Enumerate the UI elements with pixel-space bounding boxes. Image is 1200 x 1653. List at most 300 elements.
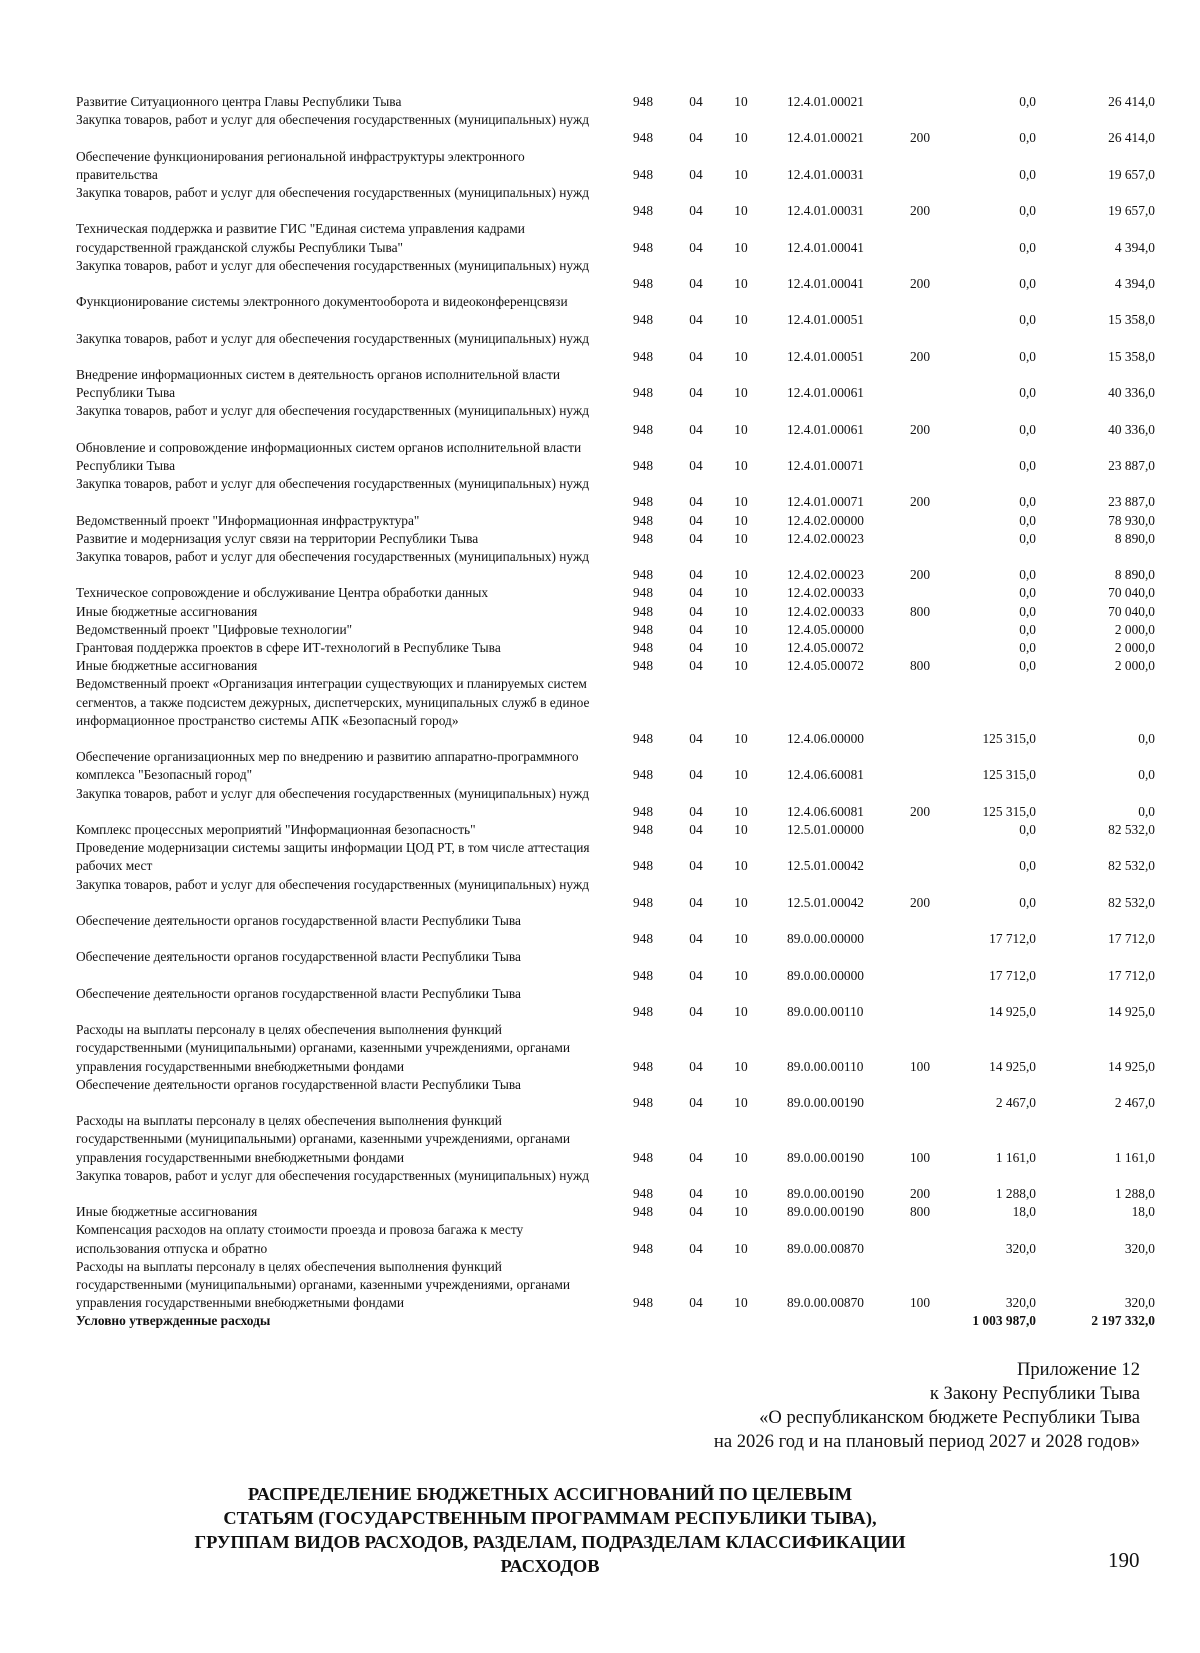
row-admin: 948 (632, 585, 654, 601)
row-admin: 948 (632, 894, 654, 910)
row-amount-2027: 0,0 (1019, 494, 1036, 510)
row-name: Закупка товаров, работ и услуг для обеспечения государственных (муниципальных) нужд (76, 876, 590, 892)
row-section: 04 (689, 730, 703, 746)
table-row (0, 148, 1200, 184)
row-target-article: 12.4.05.00000 (787, 621, 864, 637)
table-row (0, 402, 1200, 438)
row-amount-2028: 0,0 (1138, 730, 1155, 746)
row-admin: 948 (632, 203, 654, 219)
row-amount-2028: 14 925,0 (1108, 1058, 1155, 1074)
row-section: 04 (689, 585, 703, 601)
row-amount-2028: 15 358,0 (1108, 312, 1155, 328)
row-name: Закупка товаров, работ и услуг для обеспечения государственных (муниципальных) нужд (76, 785, 590, 801)
row-section: 04 (689, 166, 703, 182)
row-name: Ведомственный проект «Организация интеграции существующих и планируемых систем сегментов, а также подсистем дежурных, диспетчерских, муниципальных служб в единое информационное пространство системы АПК «Безопасный город» (76, 676, 590, 728)
row-target-article: 12.4.06.60081 (787, 803, 864, 819)
row-subsection: 10 (734, 312, 748, 328)
row-name: Проведение модернизации системы защиты информации ЦОД РТ, в том числе аттестация рабочих мест (76, 840, 590, 874)
row-target-article: 89.0.00.00190 (787, 1204, 864, 1220)
row-amount-2027: 125 315,0 (982, 730, 1036, 746)
table-row (0, 603, 1200, 621)
row-target-article: 12.4.01.00061 (787, 421, 864, 437)
row-name: Расходы на выплаты персоналу в целях обеспечения выполнения функций государственными (муниципальными) органами, казенными учреждениями, органами управления государственными внебюджетными фондами (76, 1113, 571, 1165)
table-row (0, 621, 1200, 639)
row-amount-2027: 0,0 (1019, 166, 1036, 182)
row-section: 04 (689, 621, 703, 637)
row-amount-2028: 4 394,0 (1114, 239, 1155, 255)
row-subsection: 10 (734, 767, 748, 783)
row-subsection: 10 (734, 1295, 748, 1311)
row-admin: 948 (632, 1058, 654, 1074)
row-amount-2028: 82 532,0 (1108, 858, 1155, 874)
row-target-article: 12.5.01.00042 (787, 894, 864, 910)
row-section: 04 (689, 385, 703, 401)
row-section: 04 (689, 967, 703, 983)
row-amount-2028: 18,0 (1131, 1204, 1155, 1220)
row-name: Условно утвержденные расходы (76, 1313, 271, 1329)
row-admin: 948 (632, 457, 654, 473)
row-subsection: 10 (734, 530, 748, 546)
row-amount-2028: 320,0 (1124, 1295, 1155, 1311)
row-target-article: 12.4.01.00071 (787, 457, 864, 473)
row-amount-2028: 8 890,0 (1114, 530, 1155, 546)
row-amount-2027: 0,0 (1019, 567, 1036, 583)
table-row (0, 1221, 1200, 1257)
row-section: 04 (689, 530, 703, 546)
row-target-article: 89.0.00.00870 (787, 1295, 864, 1311)
title-line-2: СТАТЬЯМ (ГОСУДАРСТВЕННЫМ ПРОГРАММАМ РЕСПУБЛИКИ ТЫВА), (223, 1508, 877, 1528)
row-amount-2027: 0,0 (1019, 239, 1036, 255)
row-expense-type: 200 (909, 421, 931, 437)
table-row (0, 93, 1200, 111)
table-row (0, 876, 1200, 912)
row-amount-2028: 2 000,0 (1114, 640, 1155, 655)
row-target-article: 12.4.01.00061 (787, 385, 864, 401)
table-row (0, 184, 1200, 220)
row-subsection: 10 (734, 567, 748, 583)
table-row (0, 1021, 1200, 1076)
table-row (0, 1258, 1200, 1313)
row-name: Функционирование системы электронного документооборота и видеоконференцсвязи (76, 294, 568, 310)
row-admin: 948 (632, 931, 654, 947)
row-name: Закупка товаров, работ и услуг для обеспечения государственных (муниципальных) нужд (76, 112, 590, 128)
row-target-article: 89.0.00.00870 (787, 1240, 864, 1256)
row-name: Закупка товаров, работ и услуг для обеспечения государственных (муниципальных) нужд (76, 330, 590, 346)
page-number: 190 (1108, 1548, 1140, 1572)
table-row (0, 912, 1200, 948)
row-target-article: 12.4.01.00071 (787, 494, 864, 510)
row-section: 04 (689, 858, 703, 874)
row-target-article: 12.4.01.00021 (787, 130, 864, 146)
row-name: Расходы на выплаты персоналу в целях обеспечения выполнения функций государственными (муниципальными) органами, казенными учреждениями, органами управления государственными внебюджетными фондами (76, 1258, 571, 1311)
row-amount-2028: 23 887,0 (1108, 457, 1155, 473)
row-amount-2027: 0,0 (1019, 822, 1036, 837)
row-amount-2027: 320,0 (1005, 1240, 1036, 1256)
row-amount-2028: 1 288,0 (1114, 1185, 1155, 1201)
row-subsection: 10 (734, 1058, 748, 1074)
row-subsection: 10 (734, 1204, 748, 1220)
row-section: 04 (689, 94, 703, 109)
row-subsection: 10 (734, 858, 748, 874)
row-amount-2027: 1 161,0 (995, 1149, 1036, 1165)
table-row (0, 1203, 1200, 1221)
row-amount-2028: 26 414,0 (1108, 130, 1155, 146)
row-name: Обеспечение организационных мер по внедрению и развитию аппаратно-программного комплекса "Безопасный город" (76, 749, 579, 783)
row-admin: 948 (632, 275, 654, 291)
row-expense-type: 200 (909, 803, 931, 819)
row-expense-type: 800 (909, 1204, 931, 1220)
table-row (0, 785, 1200, 821)
row-amount-2027: 0,0 (1019, 421, 1036, 437)
row-subsection: 10 (734, 385, 748, 401)
row-target-article: 12.4.01.00041 (787, 239, 864, 255)
appendix-line-2: к Закону Республики Тыва (929, 1383, 1140, 1404)
title-line-1: РАСПРЕДЕЛЕНИЕ БЮДЖЕТНЫХ АССИГНОВАНИЙ ПО ЦЕЛЕВЫМ (247, 1484, 853, 1504)
row-name: Обеспечение функционирования региональной инфраструктуры электронного правительства (76, 148, 525, 182)
row-expense-type: 200 (909, 567, 931, 583)
row-amount-2027: 0,0 (1019, 203, 1036, 219)
row-name: Закупка товаров, работ и услуг для обеспечения государственных (муниципальных) нужд (76, 549, 590, 564)
row-subsection: 10 (734, 275, 748, 291)
row-section: 04 (689, 603, 703, 619)
row-amount-2027: 14 925,0 (989, 1058, 1036, 1074)
row-subsection: 10 (734, 130, 748, 146)
row-name: Закупка товаров, работ и услуг для обеспечения государственных (муниципальных) нужд (76, 1167, 590, 1183)
row-target-article: 12.4.05.00072 (787, 640, 864, 655)
row-amount-2027: 0,0 (1019, 348, 1036, 364)
row-subsection: 10 (734, 421, 748, 437)
row-admin: 948 (632, 530, 654, 546)
row-amount-2028: 26 414,0 (1108, 94, 1155, 109)
row-amount-2027: 0,0 (1019, 858, 1036, 874)
row-amount-2028: 8 890,0 (1114, 567, 1155, 583)
row-section: 04 (689, 203, 703, 219)
row-subsection: 10 (734, 621, 748, 637)
row-admin: 948 (632, 803, 654, 819)
row-name: Иные бюджетные ассигнования (76, 1204, 258, 1220)
table-row (0, 985, 1200, 1021)
row-expense-type: 200 (909, 1185, 931, 1201)
table-row (0, 330, 1200, 366)
row-section: 04 (689, 931, 703, 947)
row-admin: 948 (632, 567, 654, 583)
row-name: Обеспечение деятельности органов государственной власти Республики Тыва (76, 1076, 521, 1092)
row-target-article: 12.4.05.00072 (787, 658, 864, 674)
table-row (0, 821, 1200, 839)
row-admin: 948 (632, 512, 654, 528)
row-name: Закупка товаров, работ и услуг для обеспечения государственных (муниципальных) нужд (76, 257, 590, 273)
row-name: Техническая поддержка и развитие ГИС "Единая система управления кадрами государственной гражданской службы Республики Тыва" (76, 221, 525, 255)
row-name: Комплекс процессных мероприятий "Информационная безопасность" (76, 822, 476, 837)
row-subsection: 10 (734, 1185, 748, 1201)
row-amount-2028: 23 887,0 (1108, 494, 1155, 510)
row-amount-2028: 70 040,0 (1108, 585, 1155, 601)
row-section: 04 (689, 1149, 703, 1165)
row-amount-2027: 0,0 (1019, 385, 1036, 401)
row-name: Иные бюджетные ассигнования (76, 603, 258, 619)
row-subsection: 10 (734, 640, 748, 655)
appendix-header (580, 1358, 1140, 1454)
row-admin: 948 (632, 1240, 654, 1256)
row-subsection: 10 (734, 203, 748, 219)
table-row (0, 1076, 1200, 1112)
row-section: 04 (689, 1185, 703, 1201)
row-section: 04 (689, 512, 703, 528)
row-section: 04 (689, 348, 703, 364)
row-expense-type: 200 (909, 348, 931, 364)
row-expense-type: 200 (909, 494, 931, 510)
row-subsection: 10 (734, 1149, 748, 1165)
row-target-article: 12.4.02.00023 (787, 567, 864, 583)
row-amount-2027: 0,0 (1019, 621, 1036, 637)
row-section: 04 (689, 567, 703, 583)
row-subsection: 10 (734, 348, 748, 364)
row-admin: 948 (632, 658, 654, 674)
row-subsection: 10 (734, 967, 748, 983)
row-expense-type: 800 (909, 658, 931, 674)
row-name: Закупка товаров, работ и услуг для обеспечения государственных (муниципальных) нужд (76, 403, 590, 419)
row-amount-2027: 18,0 (1012, 1204, 1036, 1220)
row-subsection: 10 (734, 1240, 748, 1256)
row-subsection: 10 (734, 1094, 748, 1110)
table-row (0, 657, 1200, 675)
row-admin: 948 (632, 1094, 654, 1110)
row-section: 04 (689, 457, 703, 473)
row-target-article: 89.0.00.00190 (787, 1185, 864, 1201)
table-row (0, 748, 1200, 784)
row-section: 04 (689, 1094, 703, 1110)
row-expense-type: 200 (909, 894, 931, 910)
row-name: Ведомственный проект "Цифровые технологии" (76, 621, 353, 637)
table-row (0, 1112, 1200, 1167)
row-amount-2028: 1 161,0 (1114, 1149, 1155, 1165)
row-expense-type: 200 (909, 203, 931, 219)
row-subsection: 10 (734, 803, 748, 819)
row-section: 04 (689, 767, 703, 783)
row-amount-2027: 17 712,0 (989, 967, 1036, 983)
row-admin: 948 (632, 858, 654, 874)
row-target-article: 12.4.06.60081 (787, 767, 864, 783)
row-amount-2027: 0,0 (1019, 658, 1036, 674)
row-name: Ведомственный проект "Информационная инфраструктура" (76, 512, 420, 528)
row-amount-2028: 0,0 (1138, 803, 1155, 819)
row-section: 04 (689, 312, 703, 328)
row-section: 04 (689, 275, 703, 291)
table-row (0, 257, 1200, 293)
row-section: 04 (689, 239, 703, 255)
appendix-line-1: Приложение 12 (1016, 1359, 1140, 1380)
row-amount-2027: 125 315,0 (982, 767, 1036, 783)
row-target-article: 89.0.00.00000 (787, 967, 864, 983)
row-amount-2028: 17 712,0 (1108, 931, 1155, 947)
row-target-article: 12.4.01.00021 (787, 94, 864, 109)
row-admin: 948 (632, 1003, 654, 1019)
row-expense-type: 200 (909, 275, 931, 291)
table-row (0, 220, 1200, 256)
appendix-line-4: на 2026 год и на плановый период 2027 и 2028 годов» (713, 1431, 1140, 1452)
row-section: 04 (689, 658, 703, 674)
table-row (0, 111, 1200, 147)
row-subsection: 10 (734, 585, 748, 601)
row-amount-2028: 40 336,0 (1108, 421, 1155, 437)
row-target-article: 12.4.01.00031 (787, 203, 864, 219)
row-subsection: 10 (734, 658, 748, 674)
row-amount-2027: 14 925,0 (989, 1003, 1036, 1019)
row-admin: 948 (632, 730, 654, 746)
table-row (0, 512, 1200, 530)
row-subsection: 10 (734, 512, 748, 528)
row-amount-2027: 0,0 (1019, 130, 1036, 146)
row-admin: 948 (632, 494, 654, 510)
row-section: 04 (689, 494, 703, 510)
row-admin: 948 (632, 312, 654, 328)
row-expense-type: 800 (909, 603, 931, 619)
row-admin: 948 (632, 967, 654, 983)
row-name: Развитие Ситуационного центра Главы Республики Тыва (76, 94, 402, 109)
row-amount-2028: 70 040,0 (1108, 603, 1155, 619)
row-name: Закупка товаров, работ и услуг для обеспечения государственных (муниципальных) нужд (76, 185, 590, 200)
row-subsection: 10 (734, 894, 748, 910)
row-section: 04 (689, 1003, 703, 1019)
row-admin: 948 (632, 348, 654, 364)
row-amount-2028: 40 336,0 (1108, 385, 1155, 401)
title-line-3: ГРУППАМ ВИДОВ РАСХОДОВ, РАЗДЕЛАМ, ПОДРАЗДЕЛАМ КЛАССИФИКАЦИИ РАСХОДОВ (194, 1532, 906, 1576)
row-name: Обеспечение деятельности органов государственной власти Республики Тыва (76, 949, 521, 965)
table-row (0, 839, 1200, 875)
table-row (0, 530, 1200, 548)
table-row (0, 366, 1200, 402)
row-amount-2028: 19 657,0 (1108, 166, 1155, 182)
row-subsection: 10 (734, 166, 748, 182)
row-amount-2028: 320,0 (1124, 1240, 1155, 1256)
table-row (0, 1312, 1200, 1330)
row-name: Расходы на выплаты персоналу в целях обеспечения выполнения функций государственными (муниципальными) органами, казенными учреждениями, органами управления государственными внебюджетными фондами (76, 1022, 571, 1074)
row-expense-type: 200 (909, 130, 931, 146)
row-target-article: 12.4.02.00033 (787, 603, 864, 619)
row-target-article: 89.0.00.00190 (787, 1094, 864, 1110)
row-amount-2027: 0,0 (1019, 512, 1036, 528)
row-amount-2027: 0,0 (1019, 530, 1036, 546)
row-amount-2027: 0,0 (1019, 585, 1036, 601)
row-admin: 948 (632, 621, 654, 637)
row-section: 04 (689, 1240, 703, 1256)
table-row (0, 1167, 1200, 1203)
row-section: 04 (689, 130, 703, 146)
row-admin: 948 (632, 822, 654, 837)
row-amount-2027: 1 288,0 (995, 1185, 1036, 1201)
row-name: Обеспечение деятельности органов государственной власти Республики Тыва (76, 985, 521, 1001)
row-name: Развитие и модернизация услуг связи на территории Республики Тыва (76, 530, 479, 546)
row-subsection: 10 (734, 603, 748, 619)
row-admin: 948 (632, 603, 654, 619)
row-subsection: 10 (734, 730, 748, 746)
row-amount-2028: 0,0 (1138, 767, 1155, 783)
row-amount-2028: 19 657,0 (1108, 203, 1155, 219)
row-admin: 948 (632, 166, 654, 182)
row-amount-2028: 2 197 332,0 (1091, 1313, 1155, 1329)
row-amount-2027: 0,0 (1019, 603, 1036, 619)
row-expense-type: 100 (909, 1058, 931, 1074)
table-row (0, 639, 1200, 657)
row-amount-2028: 17 712,0 (1108, 967, 1155, 983)
table-row (0, 439, 1200, 475)
row-target-article: 12.4.01.00031 (787, 166, 864, 182)
row-target-article: 12.4.02.00033 (787, 585, 864, 601)
row-admin: 948 (632, 767, 654, 783)
row-amount-2028: 15 358,0 (1108, 348, 1155, 364)
row-name: Грантовая поддержка проектов в сфере ИТ-технологий в Республике Тыва (76, 640, 501, 655)
row-expense-type: 100 (909, 1149, 931, 1165)
document-title (150, 1482, 950, 1578)
row-amount-2027: 320,0 (1005, 1295, 1036, 1311)
row-amount-2028: 2 467,0 (1114, 1094, 1155, 1110)
row-amount-2027: 0,0 (1019, 312, 1036, 328)
row-admin: 948 (632, 1295, 654, 1311)
row-amount-2027: 1 003 987,0 (972, 1313, 1036, 1329)
row-amount-2027: 0,0 (1019, 457, 1036, 473)
row-target-article: 12.4.02.00023 (787, 530, 864, 546)
row-amount-2028: 82 532,0 (1108, 822, 1155, 837)
row-admin: 948 (632, 1185, 654, 1201)
table-row (0, 475, 1200, 511)
row-section: 04 (689, 803, 703, 819)
row-section: 04 (689, 1058, 703, 1074)
row-amount-2028: 82 532,0 (1108, 894, 1155, 910)
row-subsection: 10 (734, 1003, 748, 1019)
row-amount-2028: 14 925,0 (1108, 1003, 1155, 1019)
row-name: Компенсация расходов на оплату стоимости проезда и провоза багажа к месту использования отпуска и обратно (76, 1222, 524, 1256)
row-target-article: 12.4.01.00051 (787, 348, 864, 364)
table-row (0, 675, 1200, 748)
row-admin: 948 (632, 1149, 654, 1165)
row-section: 04 (689, 822, 703, 837)
row-admin: 948 (632, 1204, 654, 1220)
row-target-article: 12.4.02.00000 (787, 512, 864, 528)
row-subsection: 10 (734, 94, 748, 109)
row-subsection: 10 (734, 494, 748, 510)
row-section: 04 (689, 1204, 703, 1220)
row-target-article: 12.5.01.00000 (787, 822, 864, 837)
row-subsection: 10 (734, 822, 748, 837)
row-amount-2027: 0,0 (1019, 94, 1036, 109)
table-row (0, 584, 1200, 602)
row-target-article: 89.0.00.00110 (787, 1003, 864, 1019)
row-amount-2028: 78 930,0 (1108, 512, 1155, 528)
row-target-article: 89.0.00.00000 (787, 931, 864, 947)
row-admin: 948 (632, 130, 654, 146)
row-name: Техническое сопровождение и обслуживание Центра обработки данных (76, 585, 489, 601)
row-name: Иные бюджетные ассигнования (76, 658, 258, 674)
row-admin: 948 (632, 239, 654, 255)
row-amount-2027: 125 315,0 (982, 803, 1036, 819)
row-name: Обновление и сопровождение информационных систем органов исполнительной власти Республики Тыва (76, 439, 582, 473)
row-target-article: 89.0.00.00190 (787, 1149, 864, 1165)
row-target-article: 12.5.01.00042 (787, 858, 864, 874)
row-admin: 948 (632, 421, 654, 437)
row-subsection: 10 (734, 457, 748, 473)
table-row (0, 948, 1200, 984)
row-section: 04 (689, 421, 703, 437)
table-row (0, 548, 1200, 584)
row-admin: 948 (632, 94, 654, 109)
row-section: 04 (689, 894, 703, 910)
row-admin: 948 (632, 640, 654, 655)
row-target-article: 89.0.00.00110 (787, 1058, 864, 1074)
row-target-article: 12.4.01.00041 (787, 275, 864, 291)
row-name: Внедрение информационных систем в деятельность органов исполнительной власти Республики Тыва (76, 367, 561, 401)
table-row (0, 293, 1200, 329)
row-target-article: 12.4.06.00000 (787, 730, 864, 746)
